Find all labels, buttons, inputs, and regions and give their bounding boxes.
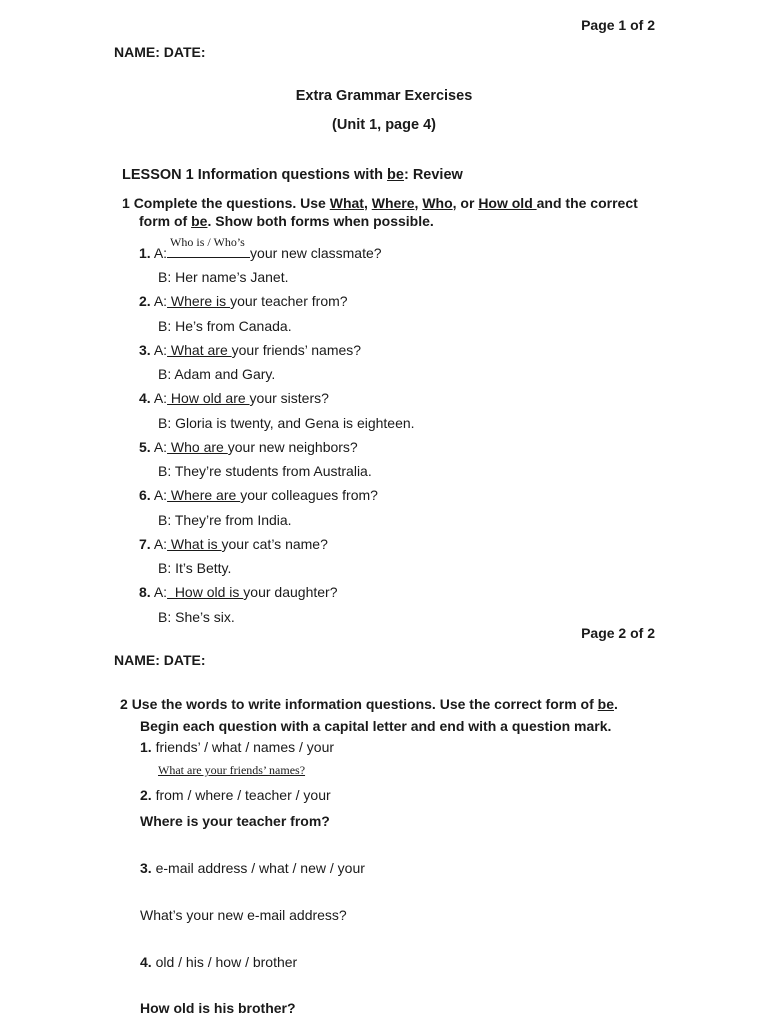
answer-blank[interactable]: Who are: [167, 439, 228, 455]
written-answer[interactable]: Where is your teacher from?: [140, 813, 330, 829]
word-list: old / his / how / brother: [155, 954, 298, 970]
speaker-a-label: A:: [153, 245, 168, 261]
written-answer[interactable]: How old is his brother?: [140, 1000, 296, 1016]
handwritten-answer: Who is / Who’s: [170, 235, 245, 249]
question-item: [139, 488, 378, 502]
question-number: 1.: [140, 739, 152, 755]
keyword-who: Who: [422, 195, 453, 211]
answer-b-line: B: He’s from Canada.: [158, 318, 292, 334]
answer-b-line: B: Adam and Gary.: [158, 366, 276, 382]
question-item: [139, 343, 361, 357]
instruction-text: Complete the questions. Use: [133, 195, 330, 211]
question-text: your sisters?: [249, 390, 329, 406]
question-item: [139, 391, 329, 405]
exercise-number: 2: [120, 696, 128, 712]
exercise-2-instructions-line2: Begin each question with a capital letter and end with a question mark.: [140, 718, 612, 734]
question-number: 6.: [139, 487, 151, 503]
answer-b-line: B: She’s six.: [158, 609, 235, 625]
question-text: your new neighbors?: [227, 439, 358, 455]
question-number: 7.: [139, 536, 151, 552]
question-number: 3.: [140, 860, 152, 876]
question-item: [139, 440, 358, 454]
keyword-be: be: [191, 213, 208, 229]
speaker-a-label: A:: [153, 536, 168, 552]
lesson-keyword: be: [387, 167, 404, 183]
keyword-be: be: [597, 696, 614, 712]
question-number: 1.: [139, 245, 151, 261]
page-subtitle: (Unit 1, page 4): [332, 117, 436, 133]
lesson-heading: [122, 168, 463, 183]
question-number: 3.: [139, 342, 151, 358]
keyword-how-old: How old: [478, 195, 537, 211]
exercise-2-instructions: [120, 697, 618, 711]
answer-blank[interactable]: Where are: [167, 487, 241, 503]
question-text: your friends’ names?: [231, 342, 362, 358]
answer-b-line: B: Her name’s Janet.: [158, 269, 289, 285]
keyword-what: What: [329, 195, 364, 211]
page-title: Extra Grammar Exercises: [295, 88, 473, 104]
answer-b-line: B: They’re students from Australia.: [158, 463, 372, 479]
question-item: [139, 235, 382, 261]
word-prompt: [140, 861, 365, 875]
speaker-a-label: A:: [153, 390, 168, 406]
name-date-line: NAME: DATE:: [114, 44, 206, 60]
question-number: 5.: [139, 439, 151, 455]
handwritten-answer[interactable]: What are your friends’ names?: [158, 763, 306, 777]
exercise-number: 1: [122, 195, 130, 211]
answer-b-line: B: They’re from India.: [158, 512, 292, 528]
question-number: 8.: [139, 584, 151, 600]
speaker-a-label: A:: [153, 439, 168, 455]
answer-blank[interactable]: [167, 235, 250, 258]
answer-blank[interactable]: How old are: [167, 390, 250, 406]
question-text: your new classmate?: [250, 245, 382, 261]
instruction-text: ,: [363, 195, 372, 211]
word-list: friends’ / what / names / your: [155, 739, 335, 755]
written-answer[interactable]: What’s your new e-mail address?: [140, 907, 347, 923]
question-number: 2.: [140, 787, 152, 803]
word-prompt: [140, 955, 297, 969]
keyword-where: Where: [371, 195, 415, 211]
word-prompt: [140, 740, 334, 754]
question-item: [139, 294, 348, 308]
answer-b-line: B: It’s Betty.: [158, 560, 232, 576]
answer-blank[interactable]: Where is: [167, 293, 231, 309]
question-text: your teacher from?: [230, 293, 348, 309]
answer-blank[interactable]: How old is: [167, 584, 244, 600]
instruction-text: , or: [452, 195, 479, 211]
name-date-line: NAME: DATE:: [114, 652, 206, 668]
instruction-text: form of: [139, 213, 192, 229]
question-text: your colleagues from?: [240, 487, 378, 503]
instruction-text: ,: [414, 195, 423, 211]
answer-blank[interactable]: What are: [167, 342, 232, 358]
word-list: e-mail address / what / new / your: [155, 860, 365, 876]
speaker-a-label: A:: [153, 342, 168, 358]
exercise-1-instructions-line2: [139, 214, 434, 228]
question-text: your daughter?: [243, 584, 338, 600]
question-number: 4.: [139, 390, 151, 406]
page-number: Page 1 of 2: [581, 17, 655, 33]
question-item: [139, 585, 337, 599]
lesson-heading-suffix: : Review: [403, 167, 463, 183]
exercise-1-instructions: [122, 196, 638, 210]
question-item: [139, 537, 328, 551]
question-number: 2.: [139, 293, 151, 309]
page-number: Page 2 of 2: [581, 625, 655, 641]
lesson-heading-text: LESSON 1 Information questions with: [122, 167, 388, 183]
instruction-text: Use the words to write information questions. Use the correct form of: [131, 696, 598, 712]
word-list: from / where / teacher / your: [155, 787, 331, 803]
instruction-text: . Show both forms when possible.: [207, 213, 434, 229]
answer-blank[interactable]: What is: [167, 536, 222, 552]
word-prompt: [140, 788, 331, 802]
speaker-a-label: A:: [153, 584, 168, 600]
speaker-a-label: A:: [153, 293, 168, 309]
speaker-a-label: A:: [153, 487, 168, 503]
question-number: 4.: [140, 954, 152, 970]
question-text: your cat’s name?: [221, 536, 328, 552]
answer-b-line: B: Gloria is twenty, and Gena is eighteen.: [158, 415, 415, 431]
instruction-text: .: [613, 696, 618, 712]
instruction-text: and the correct: [536, 195, 638, 211]
